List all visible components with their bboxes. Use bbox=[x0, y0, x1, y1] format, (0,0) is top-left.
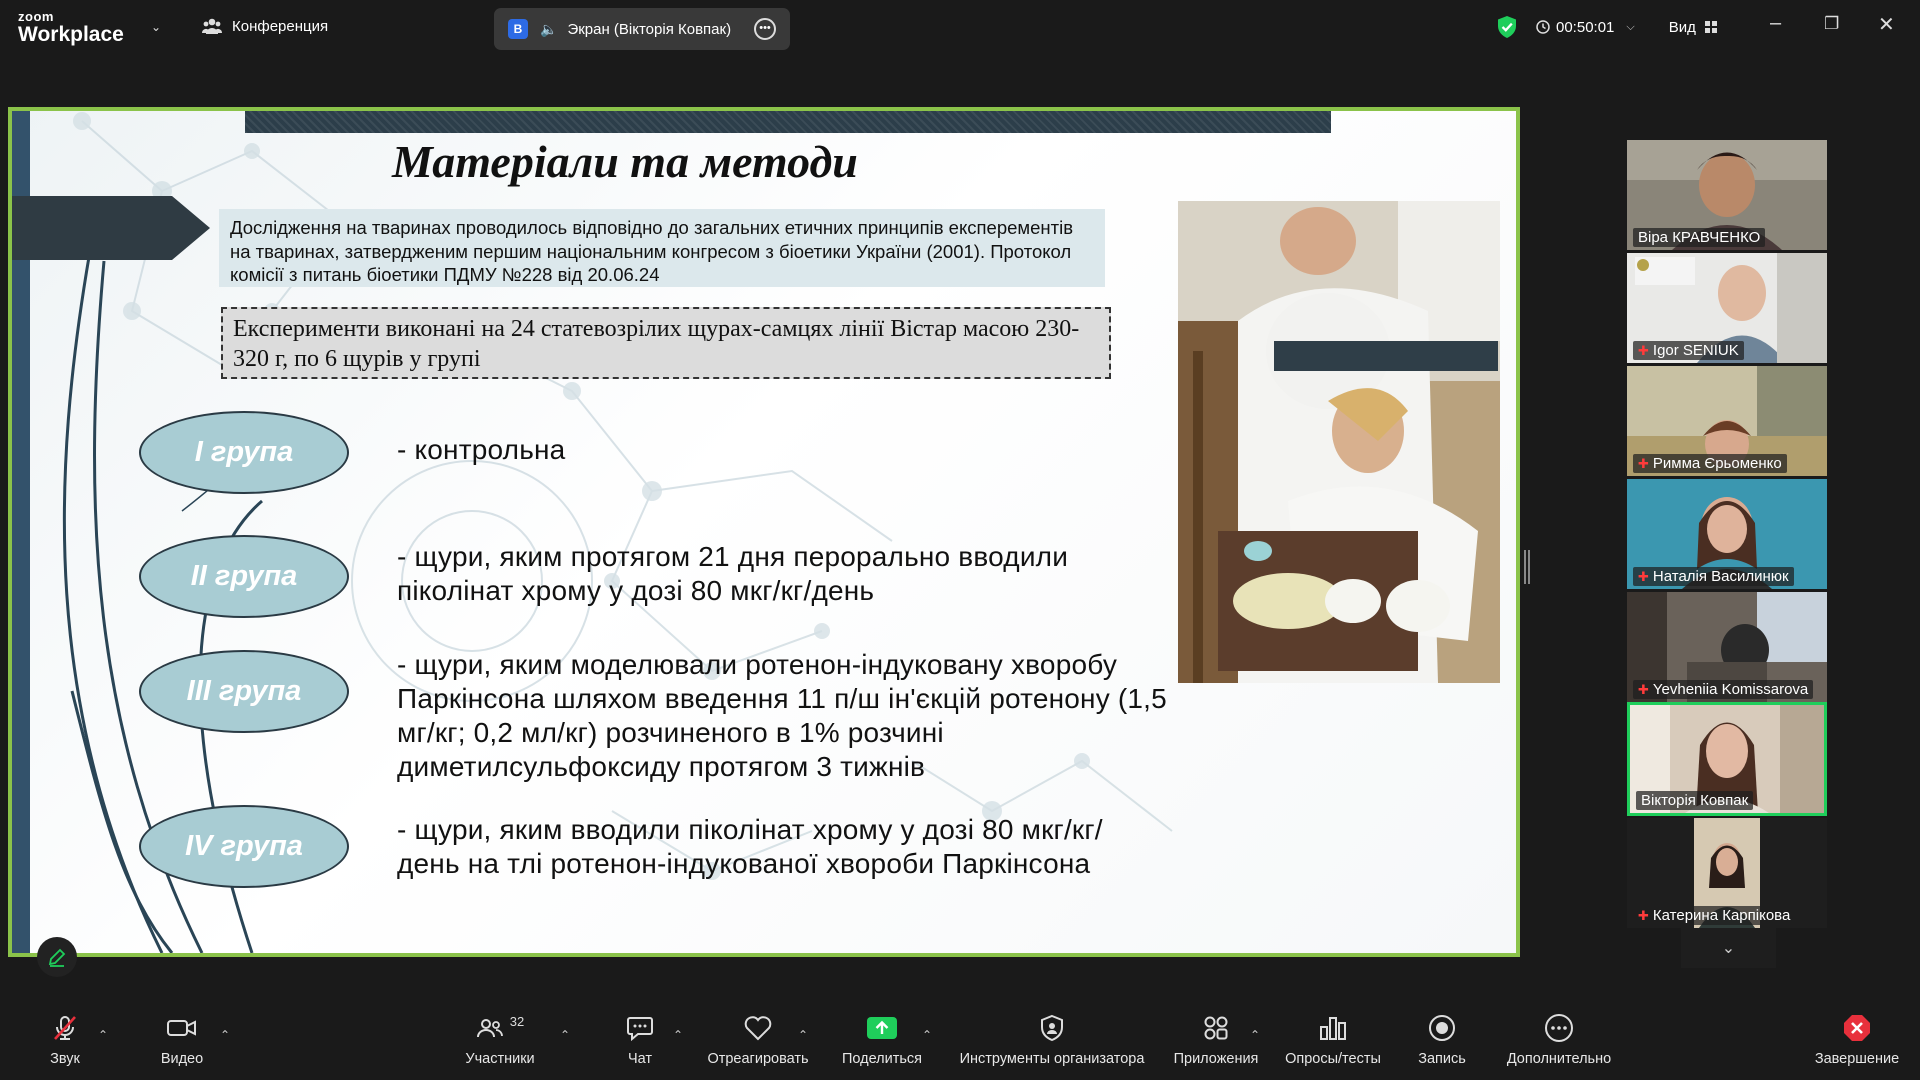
speaker-icon: 🔈 bbox=[540, 20, 558, 37]
close-icon[interactable]: ✕ bbox=[1878, 14, 1895, 36]
restore-icon[interactable]: ❐ bbox=[1824, 14, 1840, 33]
apps-label: Приложения bbox=[1173, 1051, 1259, 1067]
participant-tile[interactable] bbox=[1627, 140, 1827, 250]
group-3-oval: III група bbox=[139, 650, 349, 733]
participant-name: Igor SENIUK bbox=[1652, 342, 1739, 359]
end-label: Завершение bbox=[1814, 1051, 1900, 1067]
end-meeting-icon bbox=[1842, 1013, 1872, 1043]
participants-count: 32 bbox=[509, 1013, 525, 1029]
react-label: Отреагировать bbox=[707, 1051, 809, 1067]
participant-tile[interactable] bbox=[1627, 818, 1827, 928]
share-label: Поделиться bbox=[841, 1051, 923, 1067]
pen-icon bbox=[47, 947, 67, 967]
participant-name-tag bbox=[1633, 567, 1794, 586]
share-screen-icon bbox=[866, 1015, 898, 1041]
annotate-pen-button[interactable] bbox=[37, 937, 77, 977]
top-right-controls bbox=[1496, 15, 1718, 39]
video-button[interactable] bbox=[154, 1006, 210, 1080]
participant-name: Наталія Василинюк bbox=[1652, 568, 1789, 585]
record-icon bbox=[1428, 1014, 1456, 1042]
top-bar bbox=[0, 0, 1920, 56]
bar-chart-icon bbox=[1318, 1015, 1348, 1041]
slide-top-strip bbox=[245, 111, 1331, 133]
view-button[interactable] bbox=[1669, 19, 1718, 36]
participant-name: Катерина Карпікова bbox=[1652, 907, 1791, 924]
view-label: Вид bbox=[1668, 18, 1696, 36]
audio-options-caret-icon[interactable]: ⌃ bbox=[98, 1028, 109, 1042]
apps-button[interactable] bbox=[1168, 1006, 1264, 1080]
muted-mic-icon: ✚ bbox=[1638, 907, 1649, 923]
participant-name-tag bbox=[1633, 906, 1795, 925]
shared-screen[interactable] bbox=[8, 107, 1520, 957]
participant-tile[interactable] bbox=[1627, 366, 1827, 476]
group-2-oval: II група bbox=[139, 535, 349, 618]
participant-name: Yevheniia Komissarova bbox=[1652, 681, 1809, 698]
chat-icon bbox=[626, 1015, 654, 1041]
meeting-info-button[interactable] bbox=[202, 17, 328, 35]
participant-tile[interactable] bbox=[1627, 592, 1827, 702]
experiments-statement: Експерименти виконані на 24 статевозрілих щурах-самцях лінії Вістар масою 230-320 г, по 6 щурів у групі bbox=[221, 307, 1111, 379]
participant-name-tag bbox=[1633, 341, 1744, 360]
meeting-toolbar bbox=[0, 1006, 1920, 1080]
minimize-icon[interactable]: – bbox=[1770, 12, 1782, 34]
chevron-down-icon: ⌵ bbox=[1626, 20, 1635, 33]
video-options-caret-icon[interactable]: ⌃ bbox=[220, 1028, 231, 1042]
video-camera-icon bbox=[166, 1016, 198, 1040]
group-4-description: - щури, яким вводили пiколінат хрому у дозі 80 мкг/кг/день на тлі ротенон-індукованої хвороби Паркінсона bbox=[397, 814, 1103, 879]
participants-options-caret-icon[interactable]: ⌃ bbox=[560, 1028, 571, 1042]
group-2-description: - щури, яким протягом 21 дня перорально вводили пiколінат хрому у дозі 80 мкг/кг/день bbox=[397, 541, 1069, 606]
timer-text: 00:50:01 bbox=[1556, 18, 1615, 36]
record-label: Запись bbox=[1418, 1051, 1466, 1067]
participant-name: Вікторія Ковпак bbox=[1641, 792, 1749, 809]
participant-tile-active-speaker[interactable] bbox=[1627, 702, 1827, 816]
participants-icon bbox=[476, 1016, 504, 1040]
zoom-logo[interactable] bbox=[18, 10, 124, 45]
lab-photo bbox=[1178, 201, 1500, 683]
participant-name: Римма Єрьоменко bbox=[1652, 455, 1782, 472]
chevron-down-icon[interactable]: ⌄ bbox=[151, 20, 162, 34]
host-tools-button[interactable] bbox=[952, 1006, 1152, 1080]
screen-share-indicator[interactable] bbox=[494, 8, 790, 50]
end-meeting-button[interactable] bbox=[1812, 1006, 1902, 1080]
meeting-label: Конференция bbox=[232, 17, 329, 35]
muted-mic-icon: ✚ bbox=[1638, 342, 1649, 358]
apps-options-caret-icon[interactable]: ⌃ bbox=[1250, 1028, 1261, 1042]
group-4-oval: IV група bbox=[139, 805, 349, 888]
grid-view-icon bbox=[1704, 20, 1718, 34]
participant-tile[interactable] bbox=[1627, 479, 1827, 589]
participant-name: Віра КРАВЧЕНКО bbox=[1638, 229, 1761, 246]
heart-icon bbox=[743, 1015, 773, 1041]
group-1-description: - контрольна bbox=[397, 434, 566, 465]
share-options-caret-icon[interactable]: ⌃ bbox=[922, 1028, 933, 1042]
react-options-caret-icon[interactable]: ⌃ bbox=[798, 1028, 809, 1042]
participant-name-tag bbox=[1633, 454, 1787, 473]
apps-icon bbox=[1202, 1014, 1230, 1042]
logo-bottom-text: Workplace bbox=[18, 23, 124, 46]
more-label: Дополнительно bbox=[1506, 1051, 1612, 1067]
shield-icon bbox=[1039, 1014, 1065, 1042]
sharer-avatar-badge: В bbox=[508, 19, 528, 39]
more-options-icon[interactable]: ••• bbox=[754, 18, 776, 40]
muted-mic-icon: ✚ bbox=[1638, 455, 1649, 471]
more-button[interactable] bbox=[1500, 1006, 1618, 1080]
panel-resize-handle[interactable] bbox=[1524, 550, 1530, 584]
muted-mic-icon: ✚ bbox=[1638, 568, 1649, 584]
more-icon bbox=[1544, 1013, 1574, 1043]
participant-name-tag bbox=[1636, 791, 1753, 810]
share-screen-button[interactable] bbox=[840, 1006, 924, 1080]
record-button[interactable] bbox=[1412, 1006, 1472, 1080]
chat-options-caret-icon[interactable]: ⌃ bbox=[673, 1028, 684, 1042]
scroll-down-chevron-icon[interactable]: ⌄ bbox=[1681, 928, 1776, 968]
slide-title: Матеріали та методи bbox=[392, 136, 858, 187]
participants-label: Участники bbox=[465, 1051, 535, 1067]
video-label: Видео bbox=[160, 1051, 204, 1067]
participants-button[interactable] bbox=[456, 1006, 544, 1080]
ethics-statement: Дослідження на тваринах проводилось відповідно до загальних етичних принципів експерементів на тваринах, затвердженим першим національним конгресом з біоетики України (2001). Протокол комісії з питань біоетики ПДМУ №228 від 20.06.24 bbox=[219, 209, 1105, 287]
react-button[interactable] bbox=[705, 1006, 811, 1080]
group-3-description: - щури, яким моделювали ротенон-індуковану хворобу Паркінсона шляхом введення 11 п/ш ін'єкцій ротенону (1,5 мг/кг; 0,2 мл/кг) розчиненого в 1% розчині диметилсульфоксиду протягом 3 тижнів bbox=[397, 649, 1167, 782]
chat-button[interactable] bbox=[620, 1006, 660, 1080]
host-tools-label: Инструменты организатора bbox=[959, 1051, 1145, 1067]
chat-label: Чат bbox=[627, 1051, 653, 1067]
presentation-slide bbox=[12, 111, 1516, 953]
audio-button[interactable] bbox=[40, 1006, 90, 1080]
polls-label: Опросы/тесты bbox=[1285, 1051, 1381, 1067]
slide-arrow-shape bbox=[12, 196, 212, 260]
mic-muted-icon bbox=[51, 1014, 79, 1042]
muted-mic-icon: ✚ bbox=[1638, 681, 1649, 697]
participant-name-tag bbox=[1633, 228, 1765, 247]
participants-group-icon bbox=[202, 17, 222, 35]
group-1-oval: I група bbox=[139, 411, 349, 494]
polls-button[interactable] bbox=[1280, 1006, 1386, 1080]
clock-icon bbox=[1536, 20, 1550, 34]
logo-top-text: zoom bbox=[18, 9, 54, 24]
encryption-shield-icon[interactable] bbox=[1496, 15, 1518, 39]
share-label: Экран (Вікторія Ковпак) bbox=[567, 20, 732, 38]
audio-label: Звук bbox=[50, 1051, 80, 1067]
meeting-timer[interactable] bbox=[1536, 19, 1635, 36]
participant-name-tag bbox=[1633, 680, 1813, 699]
participant-tile[interactable] bbox=[1627, 253, 1827, 363]
